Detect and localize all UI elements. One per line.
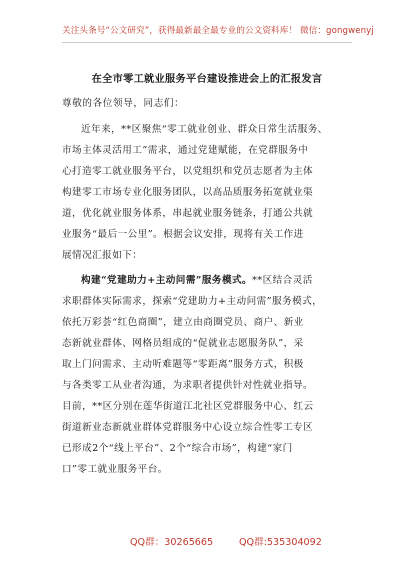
paragraph-line bbox=[62, 270, 362, 291]
section-heading: 构建“党建助力+主动问需”服务模式。 bbox=[81, 275, 253, 286]
paragraph-line: 街道新业态新就业群体党群服务中心设立综合性零工专区 bbox=[62, 422, 314, 433]
header-divider bbox=[62, 42, 352, 43]
paragraph-line: 近年来，**区聚焦“零工就业创业、群众日常生活服务、 bbox=[81, 124, 328, 135]
paragraph-line: 与各类零工从业者沟通，为求职者提供针对性就业指导。 bbox=[62, 380, 314, 391]
header-banner: 关注头条号“公文研究”，获得最新最全最专业的公文资料库！ 微信：gongwenyj bbox=[62, 26, 374, 36]
paragraph-service-model bbox=[62, 270, 362, 480]
heading-continuation: **区结合灵活 bbox=[252, 275, 313, 286]
salutation: 尊敬的各位领导，同志们： bbox=[62, 98, 185, 109]
paragraph-intro bbox=[62, 119, 362, 266]
paragraph-line: 道，优化就业服务体系，串起就业服务链条，打通公共就 bbox=[62, 208, 314, 219]
paragraph-line: 态新就业群体、网格员组成的“促就业志愿服务队”，采 bbox=[62, 338, 304, 349]
paragraph-line: 口”零工就业服务平台。 bbox=[62, 464, 168, 475]
paragraph-line: 市场主体灵活用工”需求，通过党建赋能，在党群服务中 bbox=[62, 145, 309, 156]
document-title: 在全市零工就业服务平台建设推进会上的汇报发言 bbox=[91, 73, 323, 85]
paragraph-line: 展情况汇报如下： bbox=[62, 250, 143, 261]
paragraph-line: 业服务“最后一公里”。根据会议安排，现将有关工作进 bbox=[62, 229, 304, 240]
paragraph-line: 目前，**区分别在莲华街道江北社区党群服务中心、红云 bbox=[62, 401, 314, 412]
footer-qq-group-2: QQ群:535304092 bbox=[239, 537, 322, 548]
paragraph-line: 构建零工市场专业化服务团队，以高品质服务拓宽就业渠 bbox=[62, 187, 314, 198]
paragraph-line: 依托万彩荟“红色商圈”，建立由商圈党员、商户、新业 bbox=[62, 317, 304, 328]
paragraph-line: 求职群体实际需求，探索“党建助力+主动问需”服务模式， bbox=[62, 296, 323, 307]
paragraph-line: 已形成2个“线上平台”、2个“综合市场”，构建“家门 bbox=[62, 443, 293, 454]
paragraph-line: 心打造零工就业服务平台，以党组织和党员志愿者为主体 bbox=[62, 166, 314, 177]
footer-qq-group-1: QQ群：30265665 bbox=[130, 537, 214, 548]
paragraph-line: 取上门问需求、主动听难题等“零距离”服务方式，积极 bbox=[62, 359, 304, 370]
